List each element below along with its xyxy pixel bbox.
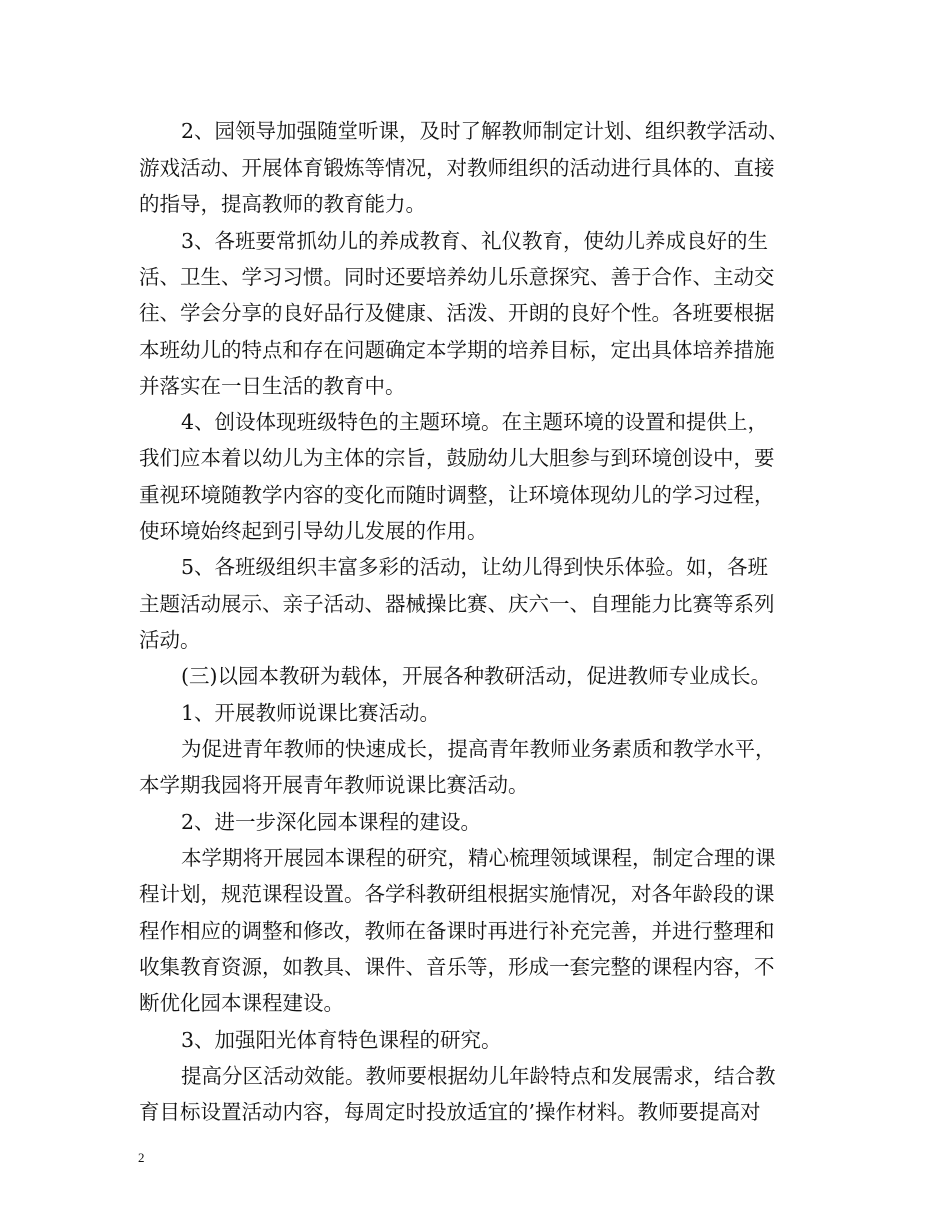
text-line: 5、各班级组织丰富多彩的活动，让幼儿得到快乐体验。如，各班 — [181, 555, 769, 579]
text-line: 重视环境随教学内容的变化而随时调整，让环境体现幼儿的学习过程， — [139, 483, 775, 507]
text-line: 为促进青年教师的快速成长，提高青年教师业务素质和教学水平， — [181, 737, 776, 761]
text-line: 并落实在一日生活的教育中。 — [139, 374, 406, 398]
text-line: 使环境始终起到引导幼儿发展的作用。 — [139, 519, 488, 543]
text-line: 4、创设体现班级特色的主题环境。在主题环境的设置和提供上， — [181, 410, 769, 434]
text-line: 我们应本着以幼儿为主体的宗旨，鼓励幼儿大胆参与到环境创设中，要 — [139, 446, 775, 470]
text-line: 程计划，规范课程设置。各学科教研组根据实施情况，对各年龄段的课 — [139, 882, 775, 906]
text-line: 1、开展教师说课比赛活动。 — [181, 701, 441, 725]
text-line: 本班幼儿的特点和存在问题确定本学期的培养目标，定出具体培养措施 — [139, 338, 775, 362]
text-line: 3、各班要常抓幼儿的养成教育、礼仪教育，使幼儿养成良好的生 — [181, 229, 769, 253]
text-line: 断优化园本课程建设。 — [139, 991, 344, 1015]
text-line: 3、加强阳光体育特色课程的研究。 — [181, 1028, 502, 1052]
text-line: 的指导，提高教师的教育能力。 — [139, 192, 426, 216]
text-line: 程作相应的调整和修改，教师在备课时再进行补充完善，并进行整理和 — [139, 919, 775, 943]
text-line: 活动。 — [139, 628, 201, 652]
text-line: 主题活动展示、亲子活动、器械操比赛、庆六一、自理能力比赛等系列 — [139, 592, 775, 616]
text-line: 育目标设置活动内容，每周定时投放适宜的’操作材料。教师要提高对 — [139, 1100, 761, 1124]
text-line: 2、进一步深化园本课程的建设。 — [181, 810, 482, 834]
text-line: 游戏活动、开展体育锻炼等情况，对教师组织的活动进行具体的、直接 — [139, 156, 775, 180]
text-line: 往、学会分享的良好品行及健康、活泼、开朗的良好个性。各班要根据 — [139, 301, 775, 325]
text-line: 2、园领导加强随堂听课，及时了解教师制定计划、组织教学活动、 — [181, 119, 789, 143]
text-line: 收集教育资源，如教具、课件、音乐等，形成一套完整的课程内容，不 — [139, 955, 775, 979]
text-line: 活、卫生、学习习惯。同时还要培养幼儿乐意探究、善于合作、主动交 — [139, 265, 775, 289]
text-line: (三)以园本教研为载体，开展各种教研活动，促进教师专业成长。 — [181, 664, 771, 688]
text-line: 提高分区活动效能。教师要根据幼儿年龄特点和发展需求，结合教 — [181, 1064, 776, 1088]
text-line: 本学期我园将开展青年教师说课比赛活动。 — [139, 773, 529, 797]
page-number: 2 — [138, 1150, 145, 1165]
text-line: 本学期将开展园本课程的研究，精心梳理领域课程，制定合理的课 — [181, 846, 776, 870]
